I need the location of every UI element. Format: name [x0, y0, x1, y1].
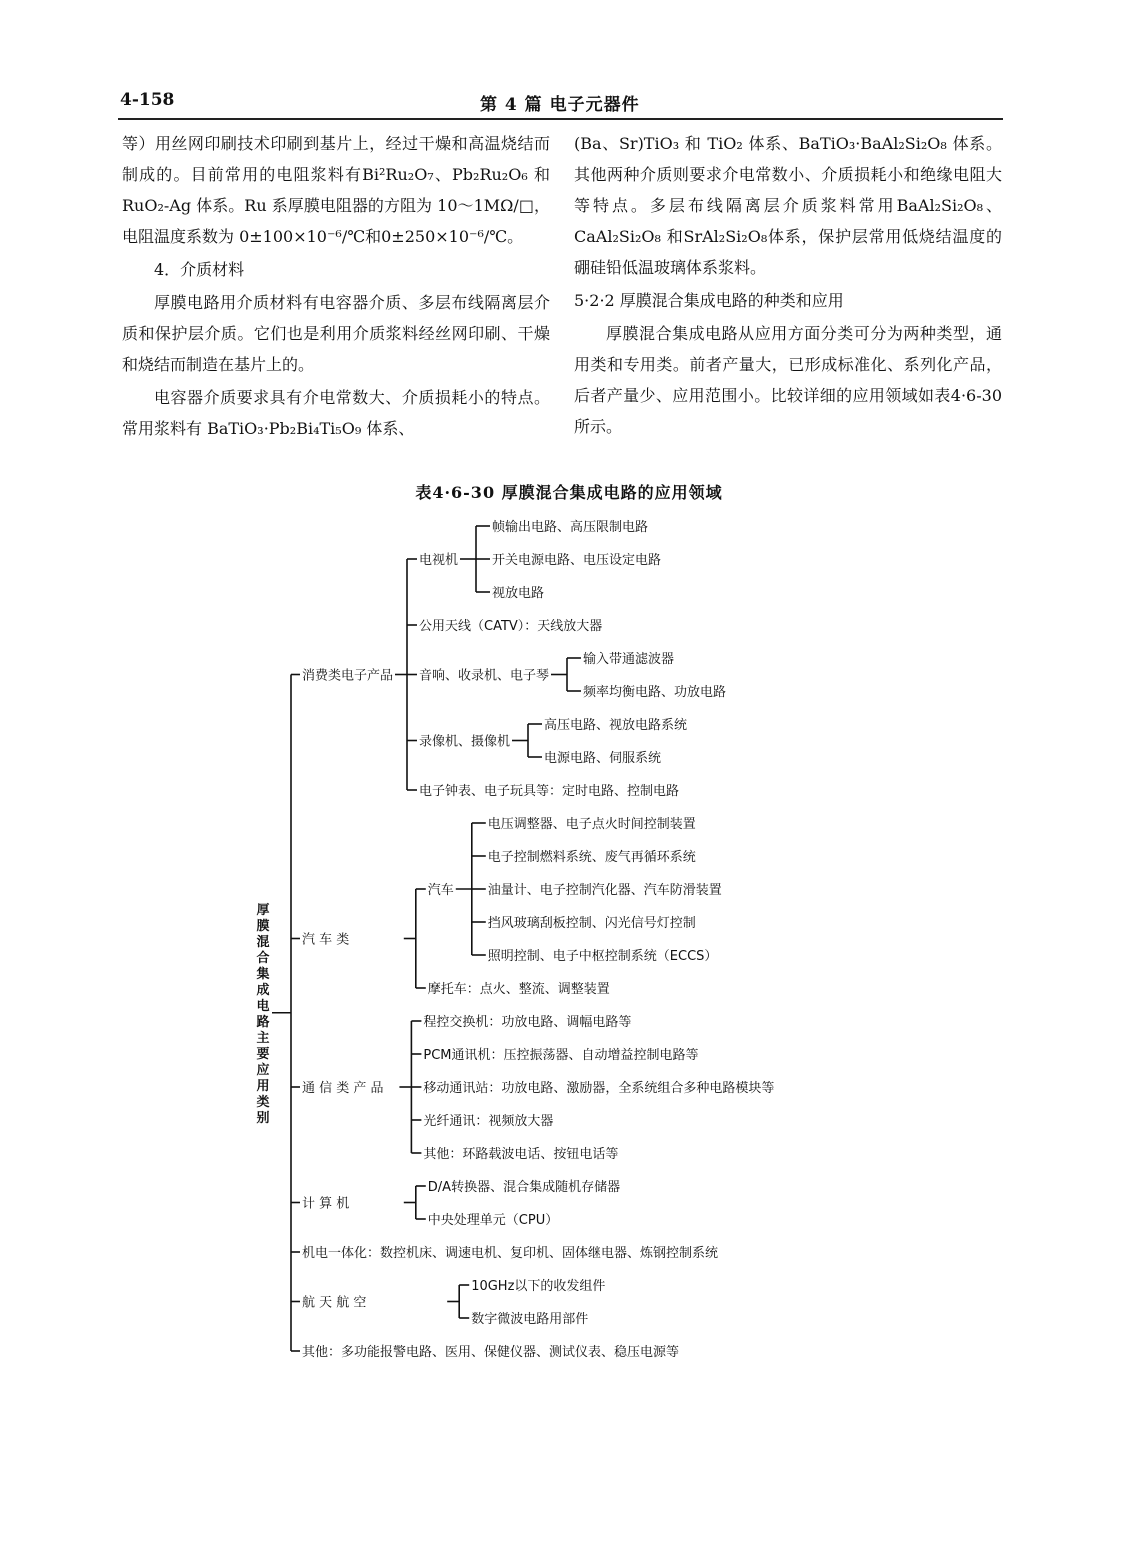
item-label: 数字微波电路用部件	[471, 1312, 589, 1327]
item-label: 电视机	[419, 553, 459, 568]
leaf-label: 电压调整器、电子点火时间控制装置	[487, 817, 696, 832]
item-label: 录像机、摄像机	[419, 734, 511, 750]
category-label: 消费类电子产品	[302, 668, 394, 684]
category-label: 汽 车 类	[302, 932, 350, 948]
running-head: 第 4 篇 电子元器件	[480, 95, 640, 115]
category-label: 航 天 航 空	[302, 1295, 367, 1311]
category-label: 通 信 类 产 品	[302, 1081, 384, 1096]
leaf-label: 频率均衡电路、功放电路	[583, 685, 727, 700]
item-label: 移动通讯站：功放电路、激励器，全系统组合多种电路模块等	[423, 1081, 775, 1096]
leaf-label: 高压电路、视放电路系统	[544, 718, 688, 733]
table-title: 表4·6-30 厚膜混合集成电路的应用领域	[415, 483, 723, 502]
leaf-label: 帧输出电路、高压限制电路	[492, 520, 649, 535]
item-label: 公用天线（CATV）：天线放大器	[419, 619, 603, 634]
item-label: 电子钟表、电子玩具等：定时电路、控制电路	[419, 784, 680, 799]
item-label: PCM通讯机：压控振荡器、自动增益控制电路等	[423, 1048, 699, 1063]
item-label: 摩托车：点火、整流、调整装置	[427, 982, 610, 997]
section-heading: 4．介质材料	[154, 260, 245, 279]
category-label: 计 算 机	[302, 1196, 350, 1212]
leaf-label: 油量计、电子控制汽化器、汽车防滑装置	[487, 883, 722, 898]
paragraph: 等）用丝网印刷技术印刷到基片上，经过干燥和高温烧结而制成的。目前常用的电阻浆料有Bi²Ru₂O₇、Pb₂Ru₂O₆ 和 RuO₂-Ag 体系。Ru 系厚膜电阻器的方阻为 10～1MΩ/□，电阻温度系数为 0±100×10⁻⁶/℃和0±250×10⁻⁶/℃。	[122, 134, 550, 246]
item-label: 程控交换机：功放电路、调幅电路等	[423, 1015, 632, 1030]
item-label: 音响、收录机、电子琴	[419, 668, 550, 684]
page-number: 4-158	[120, 90, 175, 110]
item-label: 10GHz以下的收发组件	[471, 1279, 606, 1294]
leaf-label: 挡风玻璃刮板控制、闪光信号灯控制	[487, 916, 696, 931]
category-label: 机电一体化：数控机床、调速电机、复印机、固体继电器、炼钢控制系统	[302, 1246, 719, 1261]
leaf-label: 视放电路	[492, 586, 545, 601]
paragraph: (Ba、Sr)TiO₃ 和 TiO₂ 体系、BaTiO₃·BaAl₂Si₂O₈ 体系。其他两种介质则要求介电常数小、介质损耗小和绝缘电阻大等特点。多层布线隔离层介质浆料常用BaAl₂Si₂O₈、CaAl₂Si₂O₈ 和SrAl₂Si₂O₈体系，保护层常用低烧结温度的硼硅铅低温玻璃体系浆料。	[574, 134, 1002, 277]
leaf-label: 开关电源电路、电压设定电路	[492, 553, 662, 568]
leaf-label: 电子控制燃料系统、废气再循环系统	[487, 850, 696, 865]
item-label: 其他：环路载波电话、按钮电话等	[423, 1147, 619, 1162]
section-heading: 5·2·2 厚膜混合集成电路的种类和应用	[574, 291, 844, 310]
item-label: 光纤通讯：视频放大器	[423, 1114, 554, 1129]
leaf-label: 电源电路、伺服系统	[544, 751, 662, 766]
leaf-label: 输入带通滤波器	[583, 652, 675, 667]
paragraph: 电容器介质要求具有介电常数大、介质损耗小的特点。常用浆料有 BaTiO₃·Pb₂Bi₄Ti₅O₉ 体系、	[122, 388, 550, 438]
root-label: 厚膜混合集成电路主要应用类别	[256, 902, 270, 1126]
item-label: D/A转换器、混合集成随机存储器	[427, 1180, 621, 1195]
item-label: 汽车	[427, 883, 454, 898]
paragraph: 厚膜电路用介质材料有电容器介质、多层布线隔离层介质和保护层介质。它们也是利用介质浆料经丝网印刷、干燥和烧结而制造在基片上的。	[122, 293, 550, 374]
item-label: 中央处理单元（CPU）	[427, 1213, 559, 1228]
category-label: 其他：多功能报警电路、医用、保健仪器、测试仪表、稳压电源等	[302, 1345, 680, 1360]
leaf-label: 照明控制、电子中枢控制系统（ECCS）	[487, 949, 718, 964]
paragraph: 厚膜混合集成电路从应用方面分类可分为两种类型，通用类和专用类。前者产量大，已形成标准化、系列化产品，后者产量少、应用范围小。比较详细的应用领域如表4·6-30所示。	[574, 324, 1002, 436]
